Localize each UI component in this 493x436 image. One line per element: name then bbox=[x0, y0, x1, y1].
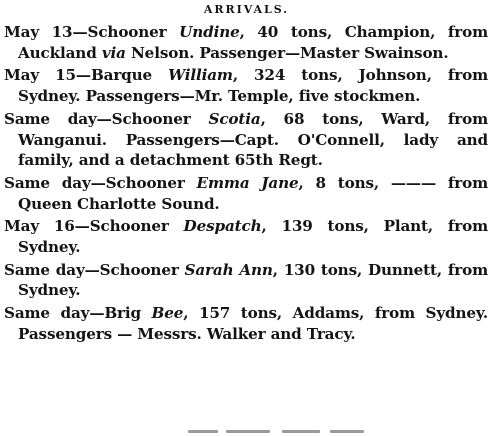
entry-date-vessel: Same day—Schooner bbox=[4, 173, 197, 192]
ship-name: Despatch bbox=[183, 217, 262, 236]
arrival-entry-scotia bbox=[4, 109, 488, 171]
cropped-text-fragment bbox=[330, 430, 364, 433]
entry-details: , 68 tons, Ward, from Wanganui. Passengers—Capt. O'Connell, lady and family, and a detachment 65th Regt. bbox=[18, 109, 488, 170]
cropped-text-fragment bbox=[226, 430, 270, 433]
entry-details: , 157 tons, Addams, from Sydney. Passengers — Messrs. Walker and Tracy. bbox=[18, 304, 488, 343]
ship-name: Sarah Ann bbox=[184, 260, 273, 279]
arrival-entry-undine bbox=[4, 22, 488, 63]
ship-name: Scotia bbox=[208, 109, 261, 128]
arrivals-list bbox=[4, 22, 488, 347]
ship-name: Undine bbox=[179, 23, 240, 41]
arrival-entry-sarah-ann bbox=[4, 260, 488, 301]
entry-date-vessel: May 16—Schooner bbox=[4, 217, 184, 236]
entry-date-vessel: Same day—Schooner bbox=[4, 109, 209, 128]
cropped-text-fragment bbox=[188, 430, 218, 433]
section-heading: ARRIVALS. bbox=[203, 3, 290, 16]
ship-name: William bbox=[168, 66, 233, 85]
cropped-next-line bbox=[0, 428, 493, 436]
ship-name: Bee bbox=[151, 304, 184, 323]
entry-date-vessel: Same day—Brig bbox=[4, 304, 152, 323]
entry-details: , 130 tons, Dunnett, from Sydney. bbox=[18, 260, 488, 300]
arrival-entry-emma-jane bbox=[4, 173, 488, 214]
entry-date-vessel: May 13—Schooner bbox=[4, 23, 180, 41]
arrival-entry-bee bbox=[4, 303, 488, 344]
entry-date-vessel: May 15—Barque bbox=[4, 66, 169, 85]
entry-details: , 8 tons, ——— from Queen Charlotte Sound. bbox=[18, 173, 488, 213]
ship-name: Emma Jane bbox=[196, 173, 299, 192]
entry-details: , 324 tons, Johnson, from Sydney. Passengers—Mr. Temple, five stockmen. bbox=[18, 66, 489, 106]
arrival-entry-despatch bbox=[4, 216, 488, 257]
entry-date-vessel: Same day—Schooner bbox=[4, 260, 185, 279]
cropped-text-fragment bbox=[282, 430, 320, 433]
entry-details: , 40 tons, Champion, from Auckland bbox=[18, 23, 488, 62]
entry-via: via bbox=[101, 43, 126, 62]
entry-passengers: Nelson. Passenger—Master Swainson. bbox=[125, 43, 449, 62]
arrival-entry-william bbox=[4, 65, 488, 106]
entry-details: , 139 tons, Plant, from Sydney. bbox=[18, 217, 489, 257]
